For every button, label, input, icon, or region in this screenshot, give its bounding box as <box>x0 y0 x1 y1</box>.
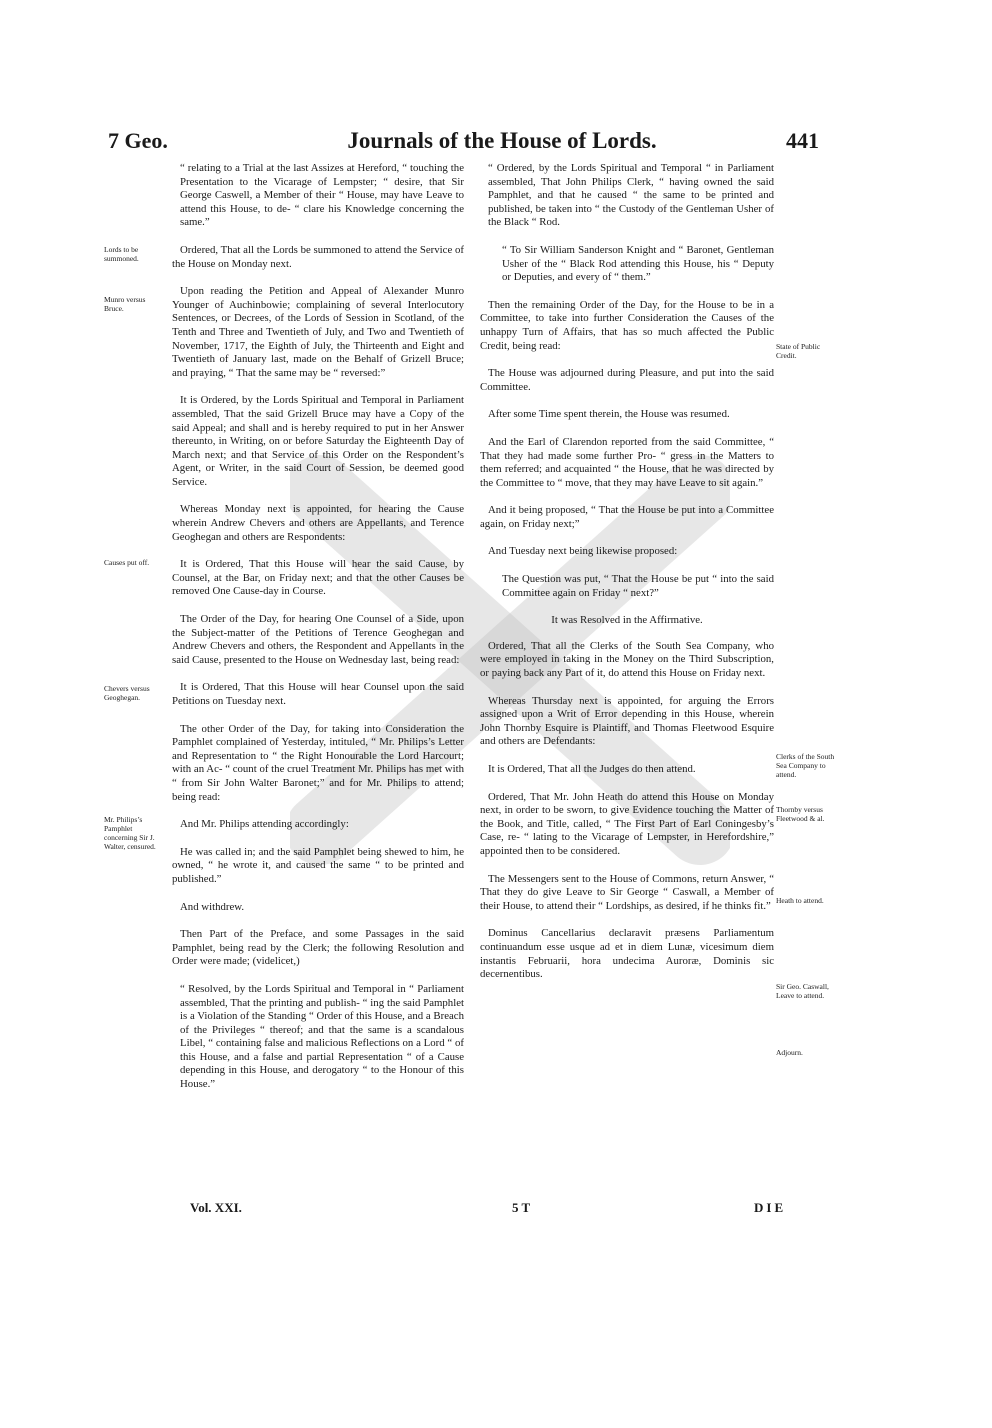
paragraph: The Order of the Day, for hearing One Counsel of a Side, upon the Subject-matter of the Petitions of Terence Geoghegan and Andrew Chevers and others, the Respondent and Appellants in the said Cause, presented to the House on Wednesday last, being read: <box>172 613 464 666</box>
paragraph: The other Order of the Day, for taking into Consideration the Pamphlet complained of Yesterday, intituled, “ Mr. Philips’s Letter and Representation to “ the Right Honourable the Lord Harcourt; with an Ac- “ count of the cruel Treatment Mr. Philips has met with “ from Sir John Walter Baronet;” and for Mr. Philips to attend; being read: <box>172 722 464 803</box>
right-column <box>480 162 774 996</box>
margin-note: Chevers versus Geoghegan. <box>104 684 150 702</box>
paragraph: “ relating to a Trial at the last Assizes at Hereford, “ touching the Presentation to the Vicarage of Lempster; “ desire, that Sir George Caswell, a Member of their “ House, may have Leave to attend this House, to de- “ clare his Knowledge concerning the same.” <box>180 162 464 229</box>
margin-note: Lords to be summoned. <box>104 245 139 263</box>
paragraph: Then Part of the Preface, and some Passages in the said Pamphlet, being read by the Clerk; the following Resolution and Order were made; (videlicet,) <box>172 928 464 968</box>
paragraph: “ To Sir William Sanderson Knight and “ Baronet, Gentleman Usher of the “ Black Rod attending this House, his “ Deputy or Deputies, and every of “ them.” <box>502 243 774 284</box>
paragraph: “ Resolved, by the Lords Spiritual and Temporal in “ Parliament assembled, That the printing and publish- “ ing the said Pamphlet is a Violation of the Standing “ Order of this House, and a Breach of the Privileges “ thereof; and that the same is a scandalous Libel, “ containing false and malicious Reflections on a Lord “ of this House, and a false and partial Representation “ of a Cause depending in this House, and derogatory “ to the Honour of this House.” <box>180 982 464 1091</box>
paragraph: It is Ordered, by the Lords Spiritual and Temporal in Parliament assembled, That the said Grizell Bruce may have a Copy of the said Appeal; and shall and is hereby required to put in her Answer thereunto, in Writing, on or before Saturday the Eighteenth Day of March next; and that Service of this Order on the Respondent’s Agent, or Writer, in the said Court of Session, be deemed good Service. <box>172 394 464 488</box>
margin-note: Sir Geo. Caswall, Leave to attend. <box>776 982 829 1000</box>
paragraph: And Tuesday next being likewise proposed: <box>488 545 678 558</box>
signature-mark: 5 T <box>512 1200 531 1215</box>
volume-label: Vol. XXI. <box>190 1200 242 1215</box>
margin-note: Munro versus Bruce. <box>104 295 146 313</box>
paragraph: The Question was put, “ That the House be put “ into the said Committee again on Friday “ next?” <box>502 573 774 599</box>
margin-note: State of Public Credit. <box>776 342 821 360</box>
paragraph: Ordered, That Mr. John Heath do attend this House on Monday next, in order to be sworn, to give Evidence touching the Matter of the Book, and Title, called, “ The First Part of Earl Coningesby’s Case, re- “ lating to the Vicarage of Lempster, in Herefordshire,” appointed then to be considered. <box>480 790 774 857</box>
page-header-title: Journals of the House of Lords. <box>347 128 657 153</box>
paragraph: And Mr. Philips attending accordingly: <box>180 818 349 831</box>
paragraph: Dominus Cancellarius declaravit præsens Parliamentum continuandum esse usque ad et in diem Lunæ, vicesimum diem instantis Februarii, hora undecima Auroræ, Dominis sic decernentibus. <box>480 927 774 981</box>
paragraph: It is Ordered, That this House will hear the said Cause, by Counsel, at the Bar, on Friday next; and that the other Causes be removed One Cause-day in Course. <box>172 558 464 598</box>
paragraph: It was Resolved in the Affirmative. <box>551 614 703 627</box>
margin-note: Clerks of the South Sea Company to attend. <box>776 752 835 779</box>
paragraph: He was called in; and the said Pamphlet being shewed to him, he owned, “ he wrote it, and caused the same “ to be printed and published.” <box>172 845 464 885</box>
catchword: DIE <box>754 1200 787 1215</box>
paragraph: Whereas Thursday next is appointed, for arguing the Errors assigned upon a Writ of Error depending in this House, wherein John Thornby Esquire is Plaintiff, and Thomas Fleetwood Esquire and others are Defendants: <box>480 694 774 748</box>
paragraph: The Messengers sent to the House of Commons, return Answer, “ That they do give Leave to Sir George “ Caswall, a Member of their House, to attend their “ Lordships, as desired, if he thinks fit.” <box>480 872 774 912</box>
paragraph: Whereas Monday next is appointed, for hearing the Cause wherein Andrew Chevers and others are Appellants, and Terence Geoghegan and others are Respondents: <box>172 503 464 543</box>
page-number: 441 <box>786 128 819 153</box>
paragraph: And the Earl of Clarendon reported from the said Committee, “ That they had made some further Pro- “ gress in the Matters to them referred; and acquainted “ the House, that he was directed by the Committee to “ move, that they may have Leave to sit again.” <box>480 435 774 489</box>
paragraph: And it being proposed, “ That the House be put into a Committee again, on Friday next;” <box>480 504 774 530</box>
paragraph: And withdrew. <box>180 900 245 913</box>
paragraph: “ Ordered, by the Lords Spiritual and Temporal “ in Parliament assembled, That John Philips Clerk, “ having owned the said Pamphlet, and that he caused “ the same to be printed and published, be taken into “ the Custody of the Gentleman Usher of the Black “ Rod. <box>488 162 774 229</box>
margin-note: Heath to attend. <box>776 896 824 905</box>
paragraph: It is Ordered, That this House will hear Counsel upon the said Petitions on Tuesday next. <box>172 681 464 707</box>
paragraph: Ordered, That all the Clerks of the South Sea Company, who were employed in taking in the Money on the Third Subscription, or paying back any Part of it, do attend this House on Friday next. <box>480 639 774 680</box>
page-header-regnal-year: 7 Geo. <box>108 128 168 153</box>
margin-note: Causes put off. <box>104 558 150 567</box>
left-column <box>172 162 464 1106</box>
paragraph: Ordered, That all the Lords be summoned to attend the Service of the House on Monday next. <box>172 243 464 270</box>
paragraph: After some Time spent therein, the House was resumed. <box>488 408 730 421</box>
paragraph: Upon reading the Petition and Appeal of Alexander Munro Younger of Auchinbowie; complaining of several Interlocutory Sentences, or Decrees, of the Lords of Session in Scotland, of the Tenth and Three and Twentieth of July, and Two and Twentieth of November, 1717, the Eighth of July, the Thirteenth and Eight and Twentieth of January last, made on the Behalf of Grizell Bruce; and praying, “ That the same may be “ reversed:” <box>172 285 464 379</box>
paragraph: The House was adjourned during Pleasure, and put into the said Committee. <box>480 367 774 393</box>
margin-note: Thornby versus Fleetwood & al. <box>776 805 825 823</box>
margin-note: Mr. Philips’s Pamphlet concerning Sir J. Walter, censured. <box>104 815 156 851</box>
paragraph: It is Ordered, That all the Judges do then attend. <box>488 763 696 775</box>
paragraph: Then the remaining Order of the Day, for the House to be in a Committee, to take into further Consideration the Causes of the unhappy Turn of Affairs, that has so much affected the Public Credit, being read: <box>480 298 774 352</box>
margin-note: Adjourn. <box>776 1048 803 1057</box>
